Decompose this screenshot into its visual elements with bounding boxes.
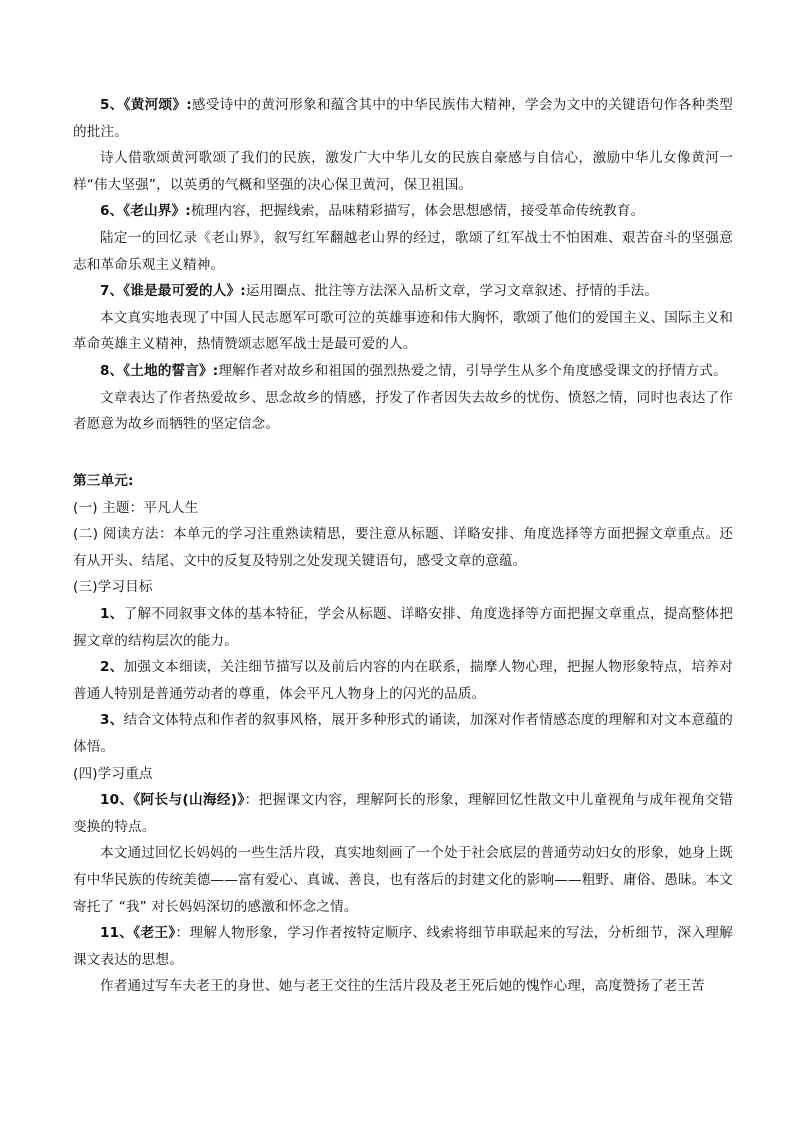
item7-goal-paragraph xyxy=(73,278,733,305)
item7-heading: 7、《谁是最可爱的人》: xyxy=(100,283,246,300)
item5-goal: 感受诗中的黄河形象和蕴含其中的中华民族伟大精神，学会为文中的关键语句作各种类型的批注。 xyxy=(73,97,733,140)
item8-heading: 8、《土地的誓言》: xyxy=(100,362,219,379)
item8-goal: 理解作者对故乡和祖国的强烈热爱之情，引导学生从多个角度感受课文的抒情方式。 xyxy=(218,362,727,379)
unit3-section xyxy=(73,468,733,1000)
item7-goal: 运用圈点、批注等方法深入品析文章，学习文章叙述、抒情的手法。 xyxy=(245,283,659,300)
item6-heading: 6、《老山界》: xyxy=(100,203,191,220)
goal3-paragraph xyxy=(73,707,733,760)
item8-summary: 文章表达了作者热爱故乡、思念故乡的情感，抒发了作者因失去故乡的忧伤、愤怒之情，同时也表达了作者愿意为故乡而牺牲的坚定信念。 xyxy=(73,389,733,433)
item10-heading: 10、《阿长与(山海经)》 xyxy=(100,792,245,809)
item11-goal: ：理解人物形象，学习作者按特定顺序、线索将细节串联起来的写法，分析细节，深入理解课文表达的思想。 xyxy=(73,925,733,968)
goal1-text: 了解不同叙事文体的基本特征，学会从标题、详略安排、角度选择等方面把握文章重点，提高整体把握文章的结构层次的能力。 xyxy=(73,605,733,649)
item8-goal-paragraph xyxy=(73,358,733,385)
goal3-text: 结合文体特点和作者的叙事风格，展开多种形式的诵读，加深对作者情感态度的理解和对文本意蕴的体悟。 xyxy=(73,712,733,755)
unit3-title: 第三单元: xyxy=(73,473,134,489)
item7-summary: 本文真实地表现了中国人民志愿军可歌可泣的英雄事迹和伟大胸怀，歌颂了他们的爱国主义、国际主义和革命英雄主义精神，热情赞颂志愿军战士是最可爱的人。 xyxy=(73,309,733,353)
item5-summary: 诗人借歌颂黄河歌颂了我们的民族，激发广大中华儿女的民族自豪感与自信心，激励中华儿女像黄河一样“伟大坚强”，以英勇的气概和坚强的决心保卫黄河，保卫祖国。 xyxy=(73,150,733,193)
item10-goal: ：把握课文内容，理解阿长的形象，理解回忆性散文中儿童视角与成年视角交错变换的特点。 xyxy=(73,792,733,835)
unit3-focus-heading: (四)学习重点 xyxy=(73,765,153,782)
goal2-number: 2、 xyxy=(100,659,124,676)
goal2-paragraph xyxy=(73,654,733,707)
goal1-paragraph xyxy=(73,601,733,654)
item5-goal-paragraph xyxy=(73,92,733,145)
item11-goal-paragraph xyxy=(73,920,733,973)
item10-goal-paragraph xyxy=(73,787,733,840)
item5-heading: 5、《黄河颂》: xyxy=(100,97,192,113)
item11-heading: 11、《老王》 xyxy=(100,925,176,942)
item6-goal-paragraph xyxy=(73,198,733,225)
item6-summary: 陆定一的回忆录《老山界》，叙写红军翻越老山界的经过，歌颂了红军战士不怕困难、艰苦奋斗的坚强意志和革命乐观主义精神。 xyxy=(73,229,733,273)
item11-summary: 作者通过写车夫老王的身世、她与老王交往的生活片段及老王死后她的愧怍心理，高度赞扬了老王苦 xyxy=(100,978,705,995)
unit3-theme: (一) 主题：平凡人生 xyxy=(73,499,199,516)
item6-goal: 梳理内容，把握线索，品味精彩描写，体会思想感情，接受革命传统教育。 xyxy=(190,203,645,220)
unit3-goals-heading: (三)学习目标 xyxy=(73,579,153,596)
goal2-text: 加强文本细读，关注细节描写以及前后内容的内在联系，揣摩人物心理，把握人物形象特点，培养对普通人特别是普通劳动者的尊重，体会平凡人物身上的闪光的品质。 xyxy=(73,659,733,702)
unit2-continued-section xyxy=(73,92,733,438)
item10-summary: 本文通过回忆长妈妈的一些生活片段，真实地刻画了一个处于社会底层的普通劳动妇女的形象，她身上既有中华民族的传统美德——富有爱心、真诚、善良，也有落后的封建文化的影响——粗野、庸俗、愚昧。本文寄托了 “我” 对长妈妈深切的感激和怀念之情。 xyxy=(73,845,733,915)
unit3-reading-method: (二) 阅读方法：本单元的学习注重熟读精思，要注意从标题、详略安排、角度选择等方面把握文章重点。还有从开头、结尾、文中的反复及特别之处发现关键语句，感受文章的意蕴。 xyxy=(73,526,733,569)
goal1-number: 1、 xyxy=(100,605,124,622)
goal3-number: 3、 xyxy=(100,712,124,729)
